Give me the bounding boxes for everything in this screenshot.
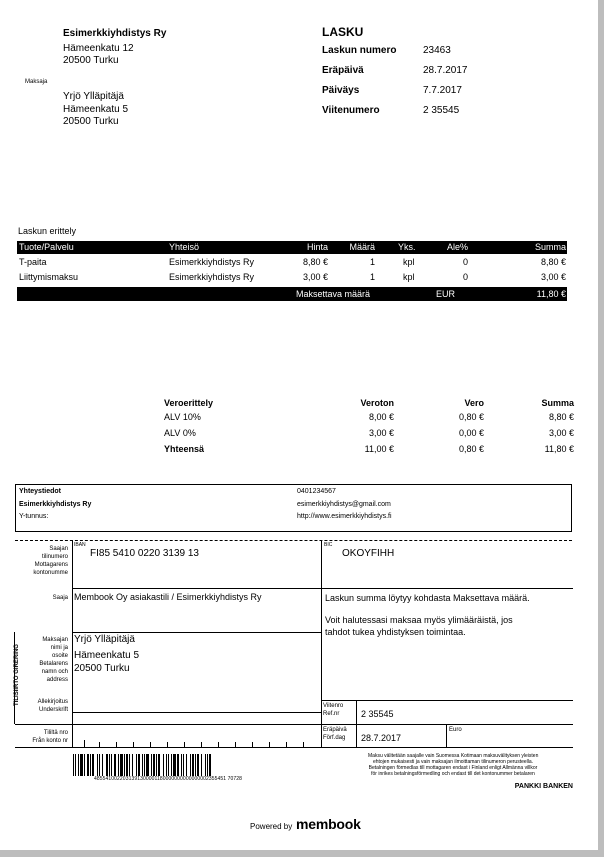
slip-divider: [72, 588, 573, 589]
tax-row1-net: 8,00 €: [368, 412, 394, 422]
slip-divider: [446, 724, 447, 747]
row2-discount: 0: [462, 272, 468, 282]
euro-label: Euro: [449, 727, 462, 733]
row1-sum: 8,80 €: [540, 257, 566, 267]
tax-row1-vat: 0,80 €: [458, 412, 484, 422]
membook-logo: membook: [296, 816, 361, 832]
slip-divider: [321, 540, 322, 747]
sender-name: Esimerkkiyhdistys Ry: [63, 28, 167, 39]
tax-title: Veroerittely: [164, 398, 214, 408]
items-section-title: Laskun erittely: [18, 226, 77, 236]
bic-label: BIC: [324, 542, 333, 548]
slip-divider: [72, 540, 73, 747]
from-account-ticks: [84, 740, 319, 747]
invoice-number: 23463: [423, 45, 451, 56]
row1-org: Esimerkkiyhdistys Ry: [169, 257, 255, 267]
tax-row2-sum: 3,00 €: [548, 428, 574, 438]
invoice-date: 7.7.2017: [423, 85, 462, 96]
invoice-number-label: Laskun numero: [322, 45, 397, 56]
row2-sum: 3,00 €: [540, 272, 566, 282]
slip-due-date: 28.7.2017: [361, 733, 402, 743]
tax-net-header: Veroton: [360, 398, 394, 408]
info-line-2b: tahdot tukea yhdistyksen toimintaa.: [325, 627, 466, 637]
invoice-date-label: Päiväys: [322, 85, 360, 96]
payer-label: Maksaja: [25, 79, 48, 85]
slip-due-label: Eräpäivä Förf.dag: [323, 727, 347, 741]
sender-city: 20500 Turku: [63, 55, 119, 66]
reference-number-label: Viitenumero: [322, 105, 380, 116]
total-amount: 11,80 €: [536, 289, 566, 299]
slip-divider: [72, 712, 322, 713]
tax-row1-label: ALV 10%: [164, 412, 201, 422]
due-date: 28.7.2017: [423, 65, 468, 76]
bank-name: PANKKI BANKEN: [514, 783, 573, 790]
payer-city: 20500 Turku: [63, 116, 119, 127]
payment-barcode: [73, 754, 295, 776]
payer-slip-label: Maksajan nimi ja osoite Betalarens namn och address: [39, 637, 68, 683]
recipient-account-label: Saajan tilinumero Mottagarens kontonumme: [33, 546, 68, 576]
recipient-label: Saaja: [52, 595, 68, 601]
signature-label: Allekirjoitus Underskrift: [37, 699, 68, 713]
tax-total-label: Yhteensä: [164, 444, 205, 454]
row1-product: T-paita: [19, 257, 47, 267]
slip-payer-street: Hämeenkatu 5: [74, 650, 140, 661]
contact-website: http://www.esimerkkiyhdistys.fi: [297, 513, 392, 520]
tax-row1-sum: 8,80 €: [548, 412, 574, 422]
due-date-label: Eräpäivä: [322, 65, 364, 76]
tax-row2-net: 3,00 €: [368, 428, 394, 438]
reference-label: Viitenro Ref.nr: [323, 703, 344, 717]
recipient-value: Membook Oy asiakastili / Esimerkkiyhdistys Ry: [74, 592, 262, 602]
col-price-header: Hinta: [306, 242, 328, 252]
contact-org: Esimerkkiyhdistys Ry: [19, 501, 92, 508]
tax-row2-label: ALV 0%: [164, 428, 196, 438]
reference-number: 2 35545: [423, 105, 460, 116]
slip-payer-name: Yrjö Ylläpitäjä: [74, 634, 135, 645]
invoice-title: LASKU: [322, 25, 364, 39]
contact-ytunnus-label: Y-tunnus:: [19, 513, 49, 520]
slip-side-label: TILISIIRTO GIRERING: [14, 644, 20, 706]
contact-box: [15, 484, 572, 532]
col-qty-header: Määrä: [349, 242, 375, 252]
contact-email: esimerkkiyhdistys@gmail.com: [297, 501, 391, 508]
total-label: Maksettava määrä: [296, 289, 371, 299]
bic-value: OKOYFIHH: [342, 548, 395, 559]
col-org-header: Yhteisö: [169, 242, 200, 252]
row2-qty: 1: [369, 272, 375, 282]
items-total-bar: [17, 287, 567, 301]
col-product-header: Tuote/Palvelu: [19, 242, 74, 252]
row1-qty: 1: [369, 257, 375, 267]
row1-discount: 0: [462, 257, 468, 267]
col-sum-header: Summa: [534, 242, 566, 252]
tax-total-sum: 11,80 €: [544, 444, 574, 454]
tax-total-net: 11,00 €: [364, 444, 394, 454]
iban-label: IBAN: [74, 542, 86, 548]
powered-by-label: Powered by: [250, 822, 293, 831]
iban-value: FI85 5410 0220 3139 13: [90, 548, 199, 559]
info-line-1: Laskun summa löytyy kohdasta Maksettava määrä.: [325, 593, 530, 603]
payer-street: Hämeenkatu 5: [63, 104, 129, 115]
tax-vat-header: Vero: [464, 398, 484, 408]
info-line-2a: Voit halutessasi maksaa myös ylimääräistä, jos: [325, 615, 513, 625]
slip-reference: 2 35545: [361, 709, 394, 719]
from-account-label: Tililtä nro Från konto nr: [32, 730, 68, 744]
row1-unit: kpl: [403, 257, 415, 267]
row2-unit: kpl: [403, 272, 415, 282]
slip-divider: [72, 632, 322, 633]
slip-divider: [15, 747, 573, 748]
row2-org: Esimerkkiyhdistys Ry: [169, 272, 255, 282]
tax-row2-vat: 0,00 €: [458, 428, 484, 438]
tax-total-vat: 0,80 €: [458, 444, 484, 454]
col-discount-header: Ale%: [446, 242, 468, 252]
contact-title: Yhteystiedot: [19, 488, 62, 495]
slip-divider: [321, 700, 573, 701]
barcode-number: 4855410022031391300001180000000000000002355451 70728: [94, 776, 243, 782]
slip-cut-line: [15, 540, 572, 541]
row2-price: 3,00 €: [302, 272, 328, 282]
col-unit-header: Yks.: [398, 242, 416, 252]
sender-street: Hämeenkatu 12: [63, 43, 134, 54]
row2-product: Liittymismaksu: [19, 272, 79, 282]
contact-phone: 0401234567: [297, 488, 336, 495]
total-currency: EUR: [436, 289, 456, 299]
payer-name: Yrjö Ylläpitäjä: [63, 91, 124, 102]
row1-price: 8,80 €: [302, 257, 328, 267]
slip-fine-print: Maksu välitetään saajalle vain Suomessa Kotimaan maksuvälityksen yleisten ehtojen mukaisesti ja vain maksajan ilmoittaman tilinumeron perusteella. Betalningen förmedlas till mottagaren endast i Finland enligt Allmänna villkor för inrikes betalningsförmedling och endast till det kontonummer betalaren: [368, 753, 539, 777]
slip-divider: [15, 724, 573, 725]
tax-sum-header: Summa: [541, 398, 574, 408]
slip-payer-city: 20500 Turku: [74, 663, 130, 674]
